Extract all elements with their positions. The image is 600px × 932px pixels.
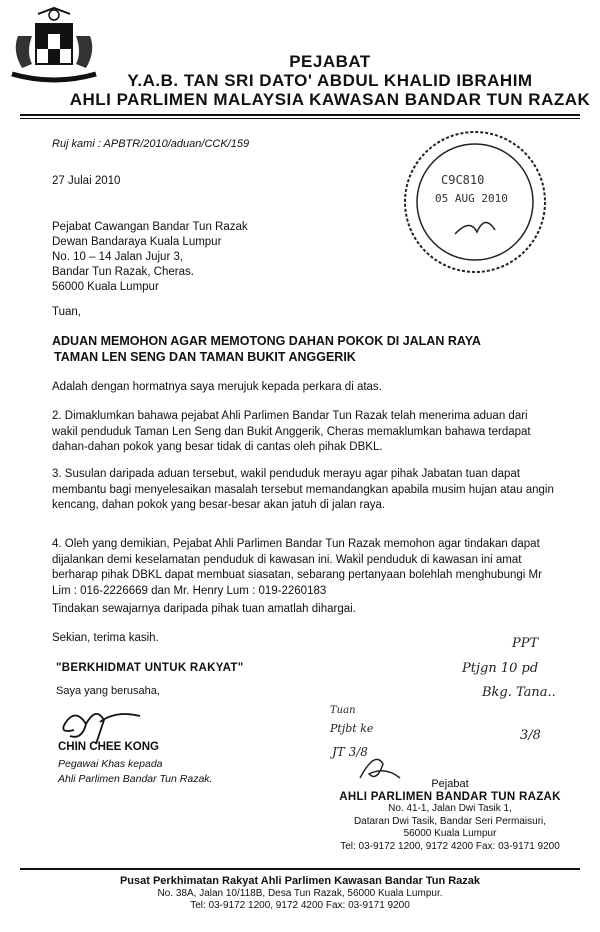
office-stamp-line: No. 41-1, Jalan Dwi Tasik 1,: [388, 803, 512, 814]
header-line-2: Y.A.B. TAN SRI DATO' ABDUL KHALID IBRAHIM: [127, 71, 533, 90]
subject-line-2: TAMAN LEN SENG DAN TAMAN BUKIT ANGGERIK: [54, 350, 356, 364]
paragraph-line: membantu bagi menyelesaikan masalah tersebut memandangkan apabila musim hujan atau angin: [52, 483, 554, 496]
paragraph-5: Tindakan sewajarnya daripada pihak tuan amatlah dihargai.: [52, 603, 356, 615]
reference-number: Ruj kami : APBTR/2010/aduan/CCK/159: [52, 138, 250, 150]
office-stamp-line: AHLI PARLIMEN BANDAR TUN RAZAK: [339, 790, 561, 803]
office-stamp-line: Dataran Dwi Tasik, Bandar Seri Permaisuri,: [353, 815, 547, 827]
office-stamp: [330, 778, 570, 853]
handwritten-note: 3/8: [520, 728, 541, 743]
handwritten-note: Tuan: [330, 705, 356, 716]
received-stamp-date: 05 AUG 2010: [435, 192, 508, 205]
footer-heading: Pusat Perkhimatan Rakyat Ahli Parlimen Kawasan Bandar Tun Razak: [119, 875, 481, 887]
header-line-3: AHLI PARLIMEN MALAYSIA KAWASAN BANDAR TUN RAZAK: [69, 90, 591, 109]
signer-title: [58, 757, 212, 787]
office-stamp-line: Pejabat: [431, 778, 469, 790]
address-line: Dewan Bandaraya Kuala Lumpur: [52, 236, 222, 248]
paragraph-line: 3. Susulan daripada aduan tersebut, wakil penduduk merayu agar pihak Jabatan tuan dapat: [52, 468, 520, 480]
received-stamp: [395, 122, 555, 282]
letter-date: 27 Julai 2010: [52, 175, 121, 187]
paragraph-2: [52, 409, 587, 456]
footer-address: No. 38A, Jalan 10/118B, Desa Tun Razak, 56000 Kuala Lumpur.: [157, 887, 443, 899]
address-line: No. 10 – 14 Jalan Jujur 3,: [52, 251, 184, 263]
handwritten-note: Ptjgn 10 pd: [462, 661, 539, 676]
valediction: Saya yang berusaha,: [56, 685, 160, 697]
recipient-address: [52, 220, 248, 295]
paragraph-4: [52, 537, 587, 599]
paragraph-line: 4. Oleh yang demikian, Pejabat Ahli Parlimen Bandar Tun Razak memohon agar tindakan dapat: [52, 538, 540, 550]
footer-divider: [20, 868, 580, 870]
signer-name: CHIN CHEE KONG: [58, 741, 159, 753]
paragraph-line: berharap pihak DBKL dapat membuat siasatan, sebarang pertanyaan bolehlah menghubungi Mr: [52, 569, 542, 581]
address-line: Bandar Tun Razak, Cheras.: [52, 266, 194, 278]
paragraph-line: 2. Dimaklumkan bahawa pejabat Ahli Parlimen Bandar Tun Razak telah menerima aduan dari: [52, 410, 528, 422]
handwritten-note: JT 3/8: [332, 745, 368, 759]
address-line: 56000 Kuala Lumpur: [52, 281, 159, 293]
paragraph-1: Adalah dengan hormatnya saya merujuk kepada perkara di atas.: [52, 381, 382, 393]
paragraph-line: Lim : 016-2226669 dan Mr. Henry Lum : 019-2260183: [52, 584, 327, 597]
header-divider: [20, 114, 580, 116]
received-stamp-code: C9C810: [441, 173, 485, 187]
office-stamp-line: 56000 Kuala Lumpur: [403, 828, 497, 839]
footer-contact: Tel: 03-9172 1200, 9172 4200 Fax: 03-9171 9200: [190, 900, 410, 911]
motto: "BERKHIDMAT UNTUK RAKYAT": [56, 662, 244, 674]
handwritten-note: PPT: [512, 636, 539, 651]
signer-title-line: Pegawai Khas kepada: [58, 758, 163, 770]
handwritten-note: Ptjbt ke: [330, 722, 374, 735]
paragraph-line: dijalankan demi keselamatan penduduk di kawasan ini. Wakil penduduk di kawasan ini amat: [52, 553, 522, 566]
footer: [0, 875, 600, 913]
address-line: Pejabat Cawangan Bandar Tun Razak: [52, 221, 248, 233]
header-line-1: PEJABAT: [289, 52, 371, 71]
handwritten-note: Bkg. Tana..: [482, 685, 556, 700]
header-divider-thin: [20, 118, 580, 119]
paragraph-line: wakil penduduk Taman Len Seng dan Bukit Anggerik, Cheras memaklumkan bahawa terdapat: [52, 425, 531, 438]
subject-line-1: ADUAN MEMOHON AGAR MEMOTONG DAHAN POKOK DI JALAN RAYA: [52, 334, 481, 348]
letter-subject: [52, 333, 582, 365]
salutation: Tuan,: [52, 306, 81, 318]
office-stamp-line: Tel: 03-9172 1200, 9172 4200 Fax: 03-9171 9200: [340, 840, 560, 852]
signer-title-line: Ahli Parlimen Bandar Tun Razak.: [58, 773, 213, 785]
closing-line: Sekian, terima kasih.: [52, 632, 159, 644]
paragraph-3: [52, 467, 587, 514]
paragraph-line: kencang, dahan pokok yang besar-besar akan jatuh di jalan raya.: [52, 499, 386, 511]
paragraph-line: dahan-dahan pokok yang besar tidak di cantas oleh pihak DBKL.: [52, 441, 383, 453]
